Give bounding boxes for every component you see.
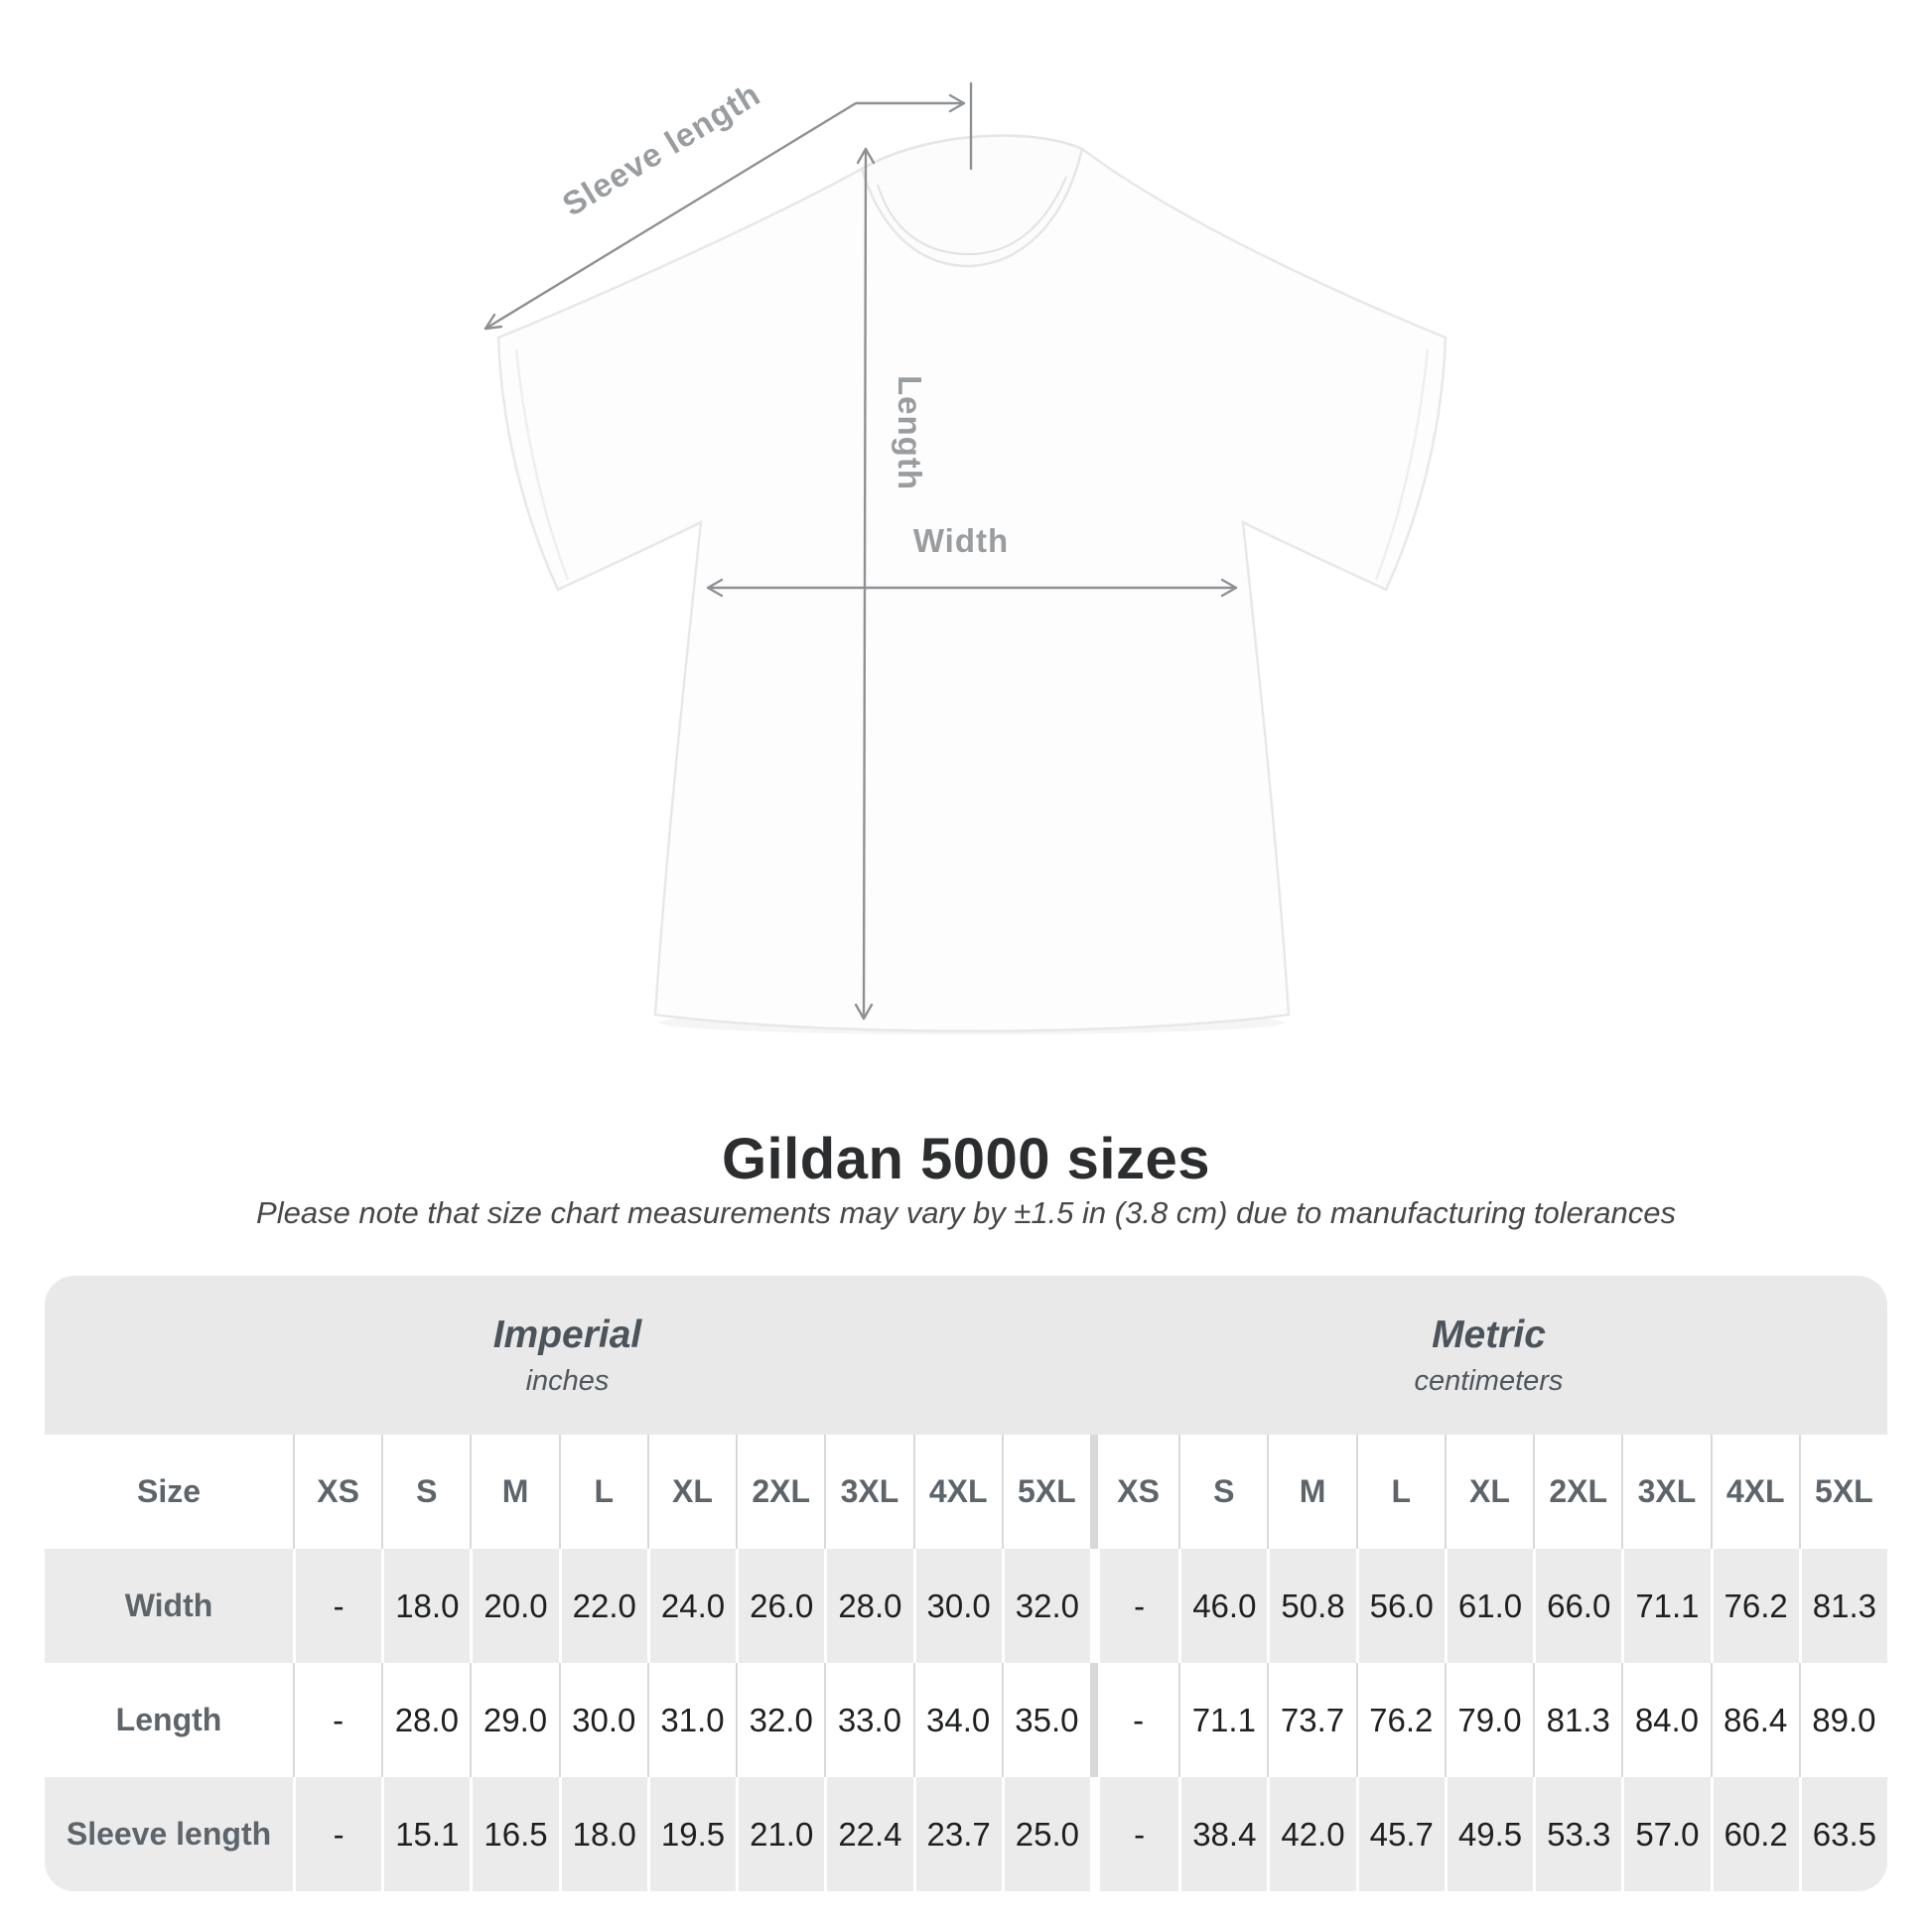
table-cell: 53.3 [1533, 1777, 1621, 1891]
imperial-size-4xl: 4XL [913, 1435, 1002, 1549]
tolerance-note: Please note that size chart measurements may vary by ±1.5 in (3.8 cm) due to manufacturing tolerances [256, 1195, 1676, 1230]
table-cell: 71.1 [1621, 1549, 1710, 1663]
table-cell: 18.0 [381, 1549, 470, 1663]
table-cell: 22.4 [824, 1777, 912, 1891]
width-label: Width [912, 522, 1010, 559]
table-cell: 35.0 [1002, 1663, 1090, 1777]
metric-size-l: L [1356, 1435, 1445, 1549]
table-cell: 76.2 [1356, 1663, 1445, 1777]
table-cell: 15.1 [381, 1777, 470, 1891]
table-cell: 89.0 [1799, 1663, 1887, 1777]
metric-unit: centimeters [1414, 1364, 1564, 1397]
table-cell: 81.3 [1799, 1549, 1887, 1663]
table-cell: 32.0 [1002, 1549, 1090, 1663]
imperial-size-l: L [559, 1435, 647, 1549]
table-cell: 22.0 [559, 1549, 647, 1663]
table-cell: 71.1 [1178, 1663, 1267, 1777]
size-header-row [45, 1435, 1887, 1549]
table-cell: 32.0 [736, 1663, 824, 1777]
table-cell: - [293, 1549, 381, 1663]
sleeve-length-row [45, 1777, 1887, 1891]
table-cell: 84.0 [1621, 1663, 1710, 1777]
table-cell: 26.0 [736, 1549, 824, 1663]
table-cell: 28.0 [824, 1549, 912, 1663]
imperial-size-xl: XL [647, 1435, 736, 1549]
table-cell: 21.0 [736, 1777, 824, 1891]
metric-header-group [1090, 1276, 1887, 1435]
table-cell: 50.8 [1267, 1549, 1355, 1663]
table-cell: 23.7 [913, 1777, 1002, 1891]
sleeve-length-row-label: Sleeve length [66, 1816, 272, 1852]
metric-size-xl: XL [1445, 1435, 1533, 1549]
metric-size-2xl: 2XL [1533, 1435, 1621, 1549]
table-cell: - [1090, 1663, 1178, 1777]
table-cell: 73.7 [1267, 1663, 1355, 1777]
table-cell: 33.0 [824, 1663, 912, 1777]
table-cell: 38.4 [1178, 1777, 1267, 1891]
table-cell: - [293, 1663, 381, 1777]
metric-size-s: S [1178, 1435, 1267, 1549]
metric-size-m: M [1267, 1435, 1355, 1549]
tshirt-body [498, 136, 1446, 1032]
width-row-label: Width [124, 1587, 213, 1623]
table-cell: 49.5 [1445, 1777, 1533, 1891]
metric-size-3xl: 3XL [1621, 1435, 1710, 1549]
table-cell: 34.0 [913, 1663, 1002, 1777]
imperial-size-2xl: 2XL [736, 1435, 824, 1549]
units-header-band [45, 1276, 1887, 1435]
length-row-label: Length [115, 1702, 222, 1737]
size-chart-table [45, 1276, 1887, 1891]
imperial-title: Imperial [492, 1312, 642, 1356]
table-cell: 30.0 [913, 1549, 1002, 1663]
table-cell: 63.5 [1799, 1777, 1887, 1891]
metric-size-5xl: 5XL [1799, 1435, 1887, 1549]
table-cell: 24.0 [647, 1549, 736, 1663]
table-cell: 20.0 [470, 1549, 558, 1663]
table-cell: 61.0 [1445, 1549, 1533, 1663]
table-cell: 18.0 [559, 1777, 647, 1891]
table-cell: - [293, 1777, 381, 1891]
table-cell: 42.0 [1267, 1777, 1355, 1891]
table-cell: - [1090, 1549, 1178, 1663]
table-cell: 60.2 [1711, 1777, 1799, 1891]
imperial-size-xs: XS [293, 1435, 381, 1549]
imperial-size-s: S [381, 1435, 470, 1549]
table-cell: 31.0 [647, 1663, 736, 1777]
table-cell: 56.0 [1356, 1549, 1445, 1663]
table-cell: 57.0 [1621, 1777, 1710, 1891]
table-cell: 25.0 [1002, 1777, 1090, 1891]
table-cell: 45.7 [1356, 1777, 1445, 1891]
page-title: Gildan 5000 sizes [721, 1127, 1211, 1191]
table-cell: 76.2 [1711, 1549, 1799, 1663]
table-cell: 81.3 [1533, 1663, 1621, 1777]
table-cell: 28.0 [381, 1663, 470, 1777]
metric-size-4xl: 4XL [1711, 1435, 1799, 1549]
table-cell: 29.0 [470, 1663, 558, 1777]
table-cell: 86.4 [1711, 1663, 1799, 1777]
imperial-size-3xl: 3XL [824, 1435, 912, 1549]
imperial-header-group [45, 1276, 1090, 1435]
length-row [45, 1663, 1887, 1777]
metric-size-xs: XS [1090, 1435, 1178, 1549]
table-cell: - [1090, 1777, 1178, 1891]
table-cell: 79.0 [1445, 1663, 1533, 1777]
imperial-size-m: M [470, 1435, 558, 1549]
table-cell: 46.0 [1178, 1549, 1267, 1663]
width-row [45, 1549, 1887, 1663]
sleeve-length-label: Sleeve length [555, 74, 767, 223]
imperial-size-5xl: 5XL [1002, 1435, 1090, 1549]
size-header-label: Size [136, 1473, 202, 1509]
table-cell: 16.5 [470, 1777, 558, 1891]
metric-title: Metric [1432, 1312, 1546, 1356]
length-label: Length [892, 375, 928, 490]
table-cell: 66.0 [1533, 1549, 1621, 1663]
table-cell: 30.0 [559, 1663, 647, 1777]
table-cell: 19.5 [647, 1777, 736, 1891]
imperial-unit: inches [525, 1364, 610, 1397]
